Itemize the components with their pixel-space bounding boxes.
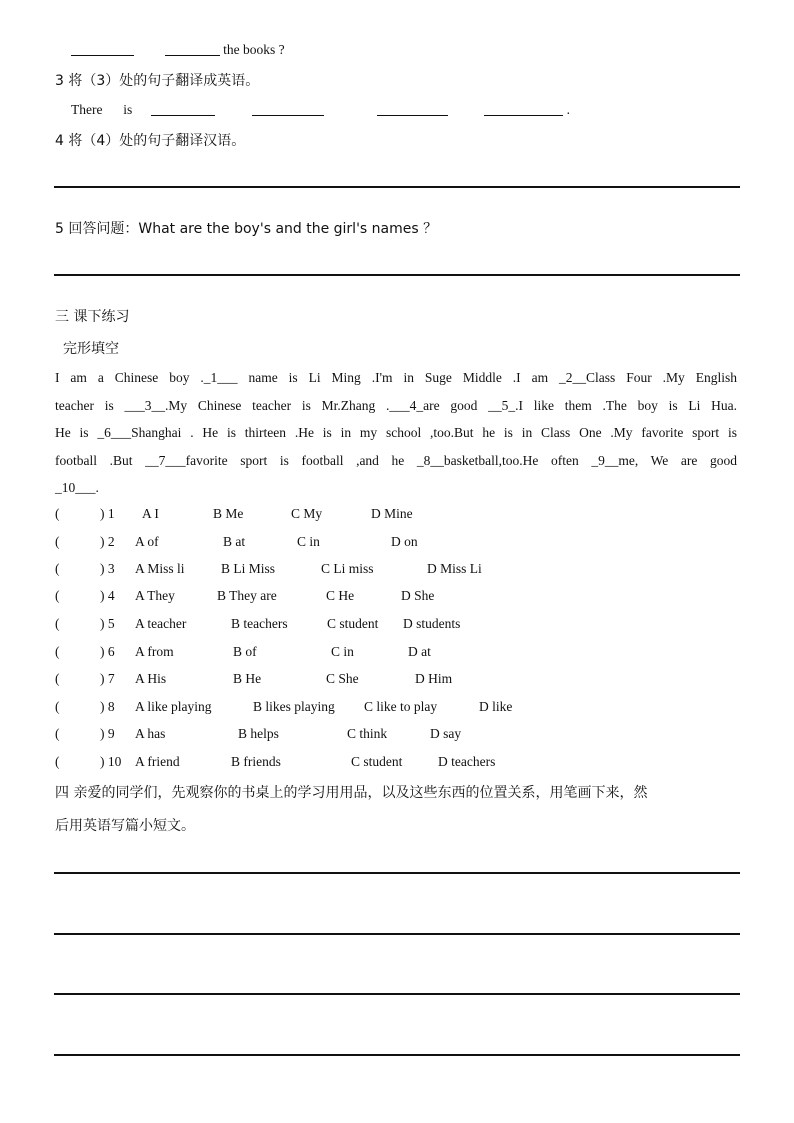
- option-c[interactable]: C student: [327, 616, 379, 631]
- answer-blank[interactable]: [377, 114, 448, 116]
- answer-paren[interactable]: (: [55, 644, 60, 659]
- option-a[interactable]: A teacher: [135, 616, 187, 631]
- option-a[interactable]: A like playing: [135, 699, 212, 714]
- option-d[interactable]: D at: [408, 644, 431, 659]
- answer-paren[interactable]: (: [55, 726, 60, 741]
- q3-word: is: [123, 102, 133, 117]
- option-c[interactable]: C She: [326, 671, 359, 686]
- option-b[interactable]: B of: [233, 644, 257, 659]
- answer-paren[interactable]: (: [55, 561, 60, 576]
- passage-line: _10___.: [55, 480, 99, 495]
- question-number: ) 4: [100, 588, 115, 603]
- option-b[interactable]: B likes playing: [253, 699, 335, 714]
- answer-paren[interactable]: (: [55, 671, 60, 686]
- answer-blank[interactable]: [71, 54, 134, 56]
- option-c[interactable]: C student: [351, 754, 403, 769]
- passage-line: teacher is ___3__.My Chinese teacher is Mr.Zhang .___4_are good __5_.I like them .The boy is Li Hua.: [55, 397, 737, 413]
- question-number: ) 2: [100, 534, 115, 549]
- top-answer-line: [71, 42, 285, 58]
- answer-blank[interactable]: [252, 114, 324, 116]
- option-b[interactable]: B teachers: [231, 616, 288, 631]
- q3-word: There: [71, 102, 103, 117]
- question-number: ) 8: [100, 699, 115, 714]
- option-c[interactable]: C think: [347, 726, 388, 741]
- answer-blank[interactable]: [165, 54, 220, 56]
- question-3-answer-line: [71, 102, 570, 118]
- option-a[interactable]: A from: [135, 644, 174, 659]
- question-number: ) 1: [100, 506, 115, 521]
- option-d[interactable]: D Mine: [371, 506, 413, 521]
- writing-rule-4[interactable]: [54, 1054, 740, 1056]
- option-d[interactable]: D on: [391, 534, 418, 549]
- writing-rule-3[interactable]: [54, 993, 740, 995]
- answer-blank[interactable]: [484, 114, 563, 116]
- question-number: ) 6: [100, 644, 115, 659]
- option-d[interactable]: D She: [401, 588, 435, 603]
- option-c[interactable]: C My: [291, 506, 323, 521]
- option-c[interactable]: C in: [331, 644, 354, 659]
- section-3-title: 三 课下练习: [55, 309, 130, 325]
- option-a[interactable]: A friend: [135, 754, 180, 769]
- q3-end: .: [566, 102, 570, 117]
- option-b[interactable]: B helps: [238, 726, 279, 741]
- cloze-passage: [55, 364, 737, 502]
- answer-rule-q5[interactable]: [54, 274, 740, 276]
- option-c[interactable]: C He: [326, 588, 355, 603]
- option-d[interactable]: D Him: [415, 671, 453, 686]
- option-c[interactable]: C Li miss: [321, 561, 374, 576]
- option-d[interactable]: D students: [403, 616, 461, 631]
- option-c[interactable]: C like to play: [364, 699, 438, 714]
- question-number: ) 10: [100, 754, 122, 769]
- answer-rule-q4[interactable]: [54, 186, 740, 188]
- answer-paren[interactable]: (: [55, 616, 60, 631]
- option-b[interactable]: B He: [233, 671, 262, 686]
- answer-paren[interactable]: (: [55, 699, 60, 714]
- option-c[interactable]: C in: [297, 534, 320, 549]
- option-b[interactable]: B Me: [213, 506, 244, 521]
- option-b[interactable]: B at: [223, 534, 246, 549]
- option-a[interactable]: A His: [135, 671, 167, 686]
- option-d[interactable]: D Miss Li: [427, 561, 482, 576]
- option-b[interactable]: B Li Miss: [221, 561, 276, 576]
- passage-line: He is _6___Shanghai . He is thirteen .He is in my school ,too.But he is in Class One .My favorite sport is: [55, 425, 737, 440]
- option-a[interactable]: A Miss li: [135, 561, 185, 576]
- section-4-instruction-cont: 后用英语写篇小短文。: [55, 818, 195, 834]
- passage-line: I am a Chinese boy ._1___ name is Li Ming .I'm in Suge Middle .I am _2__Class Four .My English: [55, 370, 737, 385]
- question-number: ) 3: [100, 561, 115, 576]
- writing-rule-2[interactable]: [54, 933, 740, 935]
- answer-paren[interactable]: (: [55, 506, 60, 521]
- option-b[interactable]: B friends: [231, 754, 281, 769]
- question-number: ) 7: [100, 671, 115, 686]
- option-a[interactable]: A I: [142, 506, 159, 521]
- answer-paren[interactable]: (: [55, 754, 60, 769]
- answer-paren[interactable]: (: [55, 534, 60, 549]
- option-d[interactable]: D like: [479, 699, 513, 714]
- option-b[interactable]: B They are: [217, 588, 277, 603]
- question-5-label: 5 回答问题：What are the boy's and the girl's names ？: [55, 221, 438, 237]
- top-line-end-text: the books ?: [223, 42, 285, 57]
- passage-line: football .But __7___favorite sport is football ,and he _8__basketball,too.He often _9__me, We are good: [55, 452, 737, 468]
- section-4-instruction: 四 亲爱的同学们，先观察你的书桌上的学习用用品，以及这些东西的位置关系，用笔画下来，然: [55, 785, 648, 801]
- answer-paren[interactable]: (: [55, 588, 60, 603]
- question-number: ) 5: [100, 616, 115, 631]
- question-number: ) 9: [100, 726, 115, 741]
- writing-rule-1[interactable]: [54, 872, 740, 874]
- option-a[interactable]: A They: [135, 588, 175, 603]
- question-4-label: 4 将（4）处的句子翻译汉语。: [55, 133, 246, 149]
- question-3-label: 3 将（3）处的句子翻译成英语。: [55, 73, 260, 89]
- option-d[interactable]: D say: [430, 726, 462, 741]
- option-a[interactable]: A has: [135, 726, 166, 741]
- option-d[interactable]: D teachers: [438, 754, 496, 769]
- section-3-subtitle: 完形填空: [63, 341, 119, 357]
- answer-blank[interactable]: [151, 114, 215, 116]
- option-a[interactable]: A of: [135, 534, 159, 549]
